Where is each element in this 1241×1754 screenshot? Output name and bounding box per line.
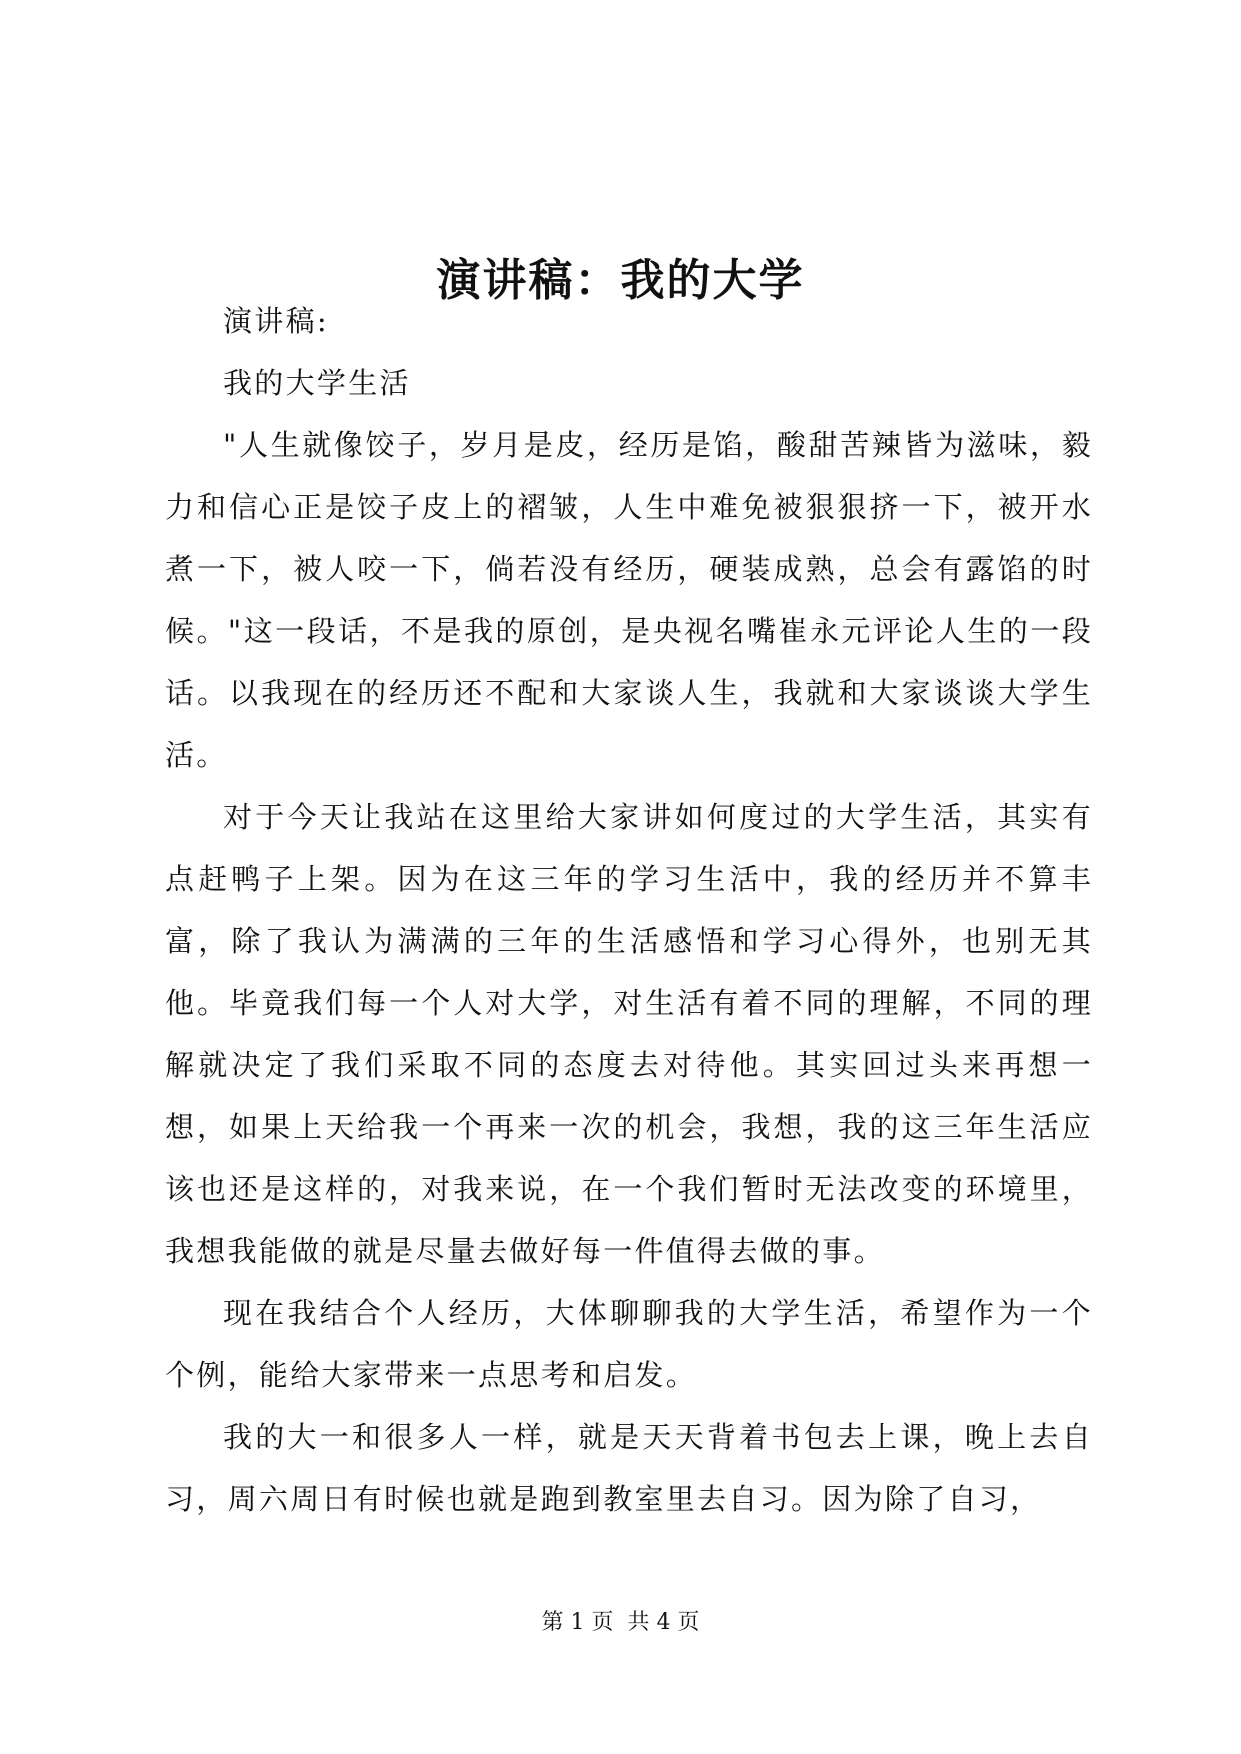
paragraph-quote: "人生就像饺子，岁月是皮，经历是馅，酸甜苦辣皆为滋味，毅力和信心正是饺子皮上的褶皱，人生中难免被狠狠挤一下，被开水煮一下，被人咬一下，倘若没有经历，硬装成熟，总会有露馅的时候。"这一段话，不是我的原创，是央视名嘴崔永元评论人生的一段话。以我现在的经历还不配和大家谈人生，我就和大家谈谈大学生活。	[165, 428, 1093, 772]
page-footer	[0, 1608, 1241, 1638]
paragraph-intro: 对于今天让我站在这里给大家讲如何度过的大学生活，其实有点赶鸭子上架。因为在这三年的学习生活中，我的经历并不算丰富，除了我认为满满的三年的生活感悟和学习心得外，也别无其他。毕竟我们每一个人对大学，对生活有着不同的理解，不同的理解就决定了我们采取不同的态度去对待他。其实回过头来再想一想，如果上天给我一个再来一次的机会，我想，我的这三年生活应该也还是这样的，对我来说，在一个我们暂时无法改变的环境里，我想我能做的就是尽量去做好每一件值得去做的事。	[165, 800, 1093, 1268]
document-body	[165, 290, 1093, 1530]
document-title: 演讲稿：我的大学	[436, 255, 805, 307]
paragraph-heading-label: 演讲稿:	[223, 304, 329, 338]
paragraph-subtitle: 我的大学生活	[223, 366, 411, 400]
paragraph-purpose: 现在我结合个人经历，大体聊聊我的大学生活，希望作为一个个例，能给大家带来一点思考和启发。	[165, 1296, 1093, 1392]
paragraph-first-year: 我的大一和很多人一样，就是天天背着书包去上课，晚上去自习，周六周日有时候也就是跑到教室里去自习。因为除了自习，	[165, 1420, 1093, 1516]
page-number: 第 1 页 共 4 页	[541, 1610, 700, 1635]
